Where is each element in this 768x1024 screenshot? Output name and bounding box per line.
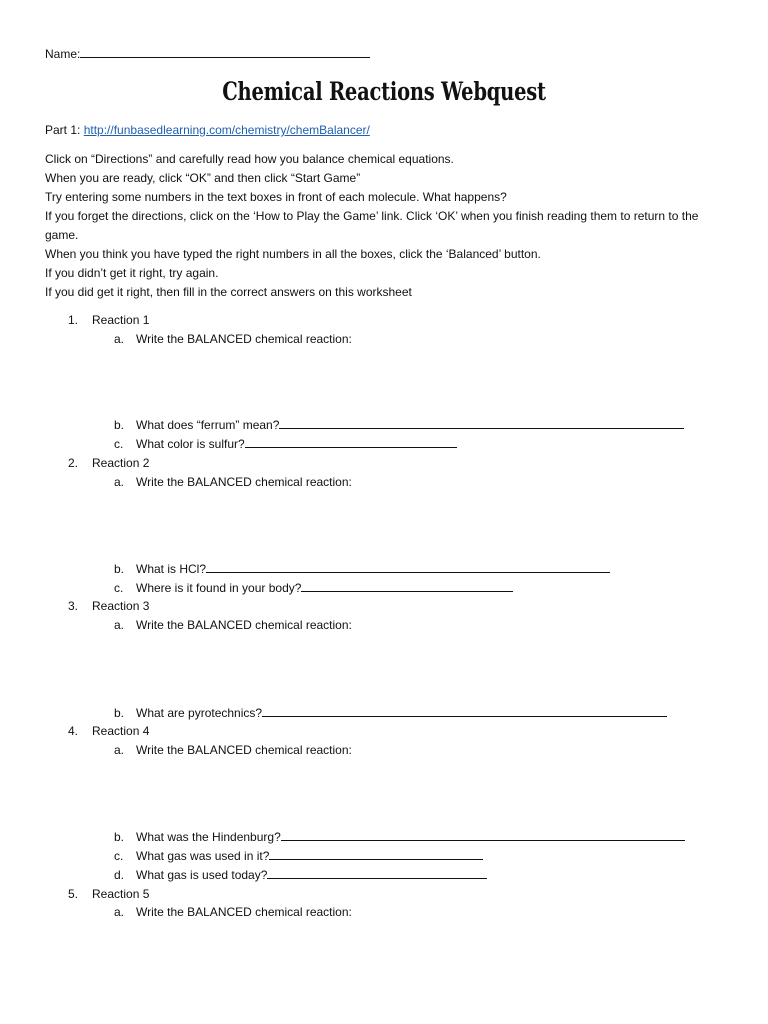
- name-field: [45, 45, 370, 64]
- directions: [45, 150, 725, 302]
- reaction-4-question-b: b. What was the Hindenburg?: [114, 828, 685, 847]
- answer-blank[interactable]: [269, 848, 483, 860]
- reaction-5-heading: 5. Reaction 5: [68, 887, 150, 901]
- answer-blank[interactable]: [301, 580, 513, 592]
- answer-blank[interactable]: [262, 705, 667, 717]
- reaction-1-question-b: b. What does “ferrum” mean?: [114, 416, 684, 435]
- reaction-2-question-b: b. What is HCl?: [114, 560, 610, 579]
- part-1: [45, 121, 370, 140]
- reaction-3-question-a: a. Write the BALANCED chemical reaction:: [114, 618, 352, 632]
- reaction-4-question-a: a. Write the BALANCED chemical reaction:: [114, 743, 352, 757]
- reaction-4-question-c: c. What gas was used in it?: [114, 847, 483, 866]
- direction-line: Click on “Directions” and carefully read how you balance chemical equations.: [45, 152, 454, 166]
- reaction-2-heading: 2. Reaction 2: [68, 456, 150, 470]
- reaction-4-question-d: d. What gas is used today?: [114, 866, 487, 885]
- page-title: Chemical Reactions Webquest: [222, 77, 546, 106]
- direction-line: When you think you have typed the right numbers in all the boxes, click the ‘Balanced’ button.: [45, 247, 541, 261]
- part-link[interactable]: http://funbasedlearning.com/chemistry/chemBalancer/: [83, 123, 370, 137]
- reaction-3-heading: 3. Reaction 3: [68, 599, 150, 613]
- direction-line: Try entering some numbers in the text boxes in front of each molecule. What happens?: [45, 190, 507, 204]
- direction-line: If you didn’t get it right, try again.: [45, 266, 219, 280]
- direction-line: If you did get it right, then fill in the correct answers on this worksheet: [45, 285, 412, 299]
- answer-blank[interactable]: [267, 867, 487, 879]
- part-label: Part 1:: [45, 123, 81, 137]
- reaction-2-question-a: a. Write the BALANCED chemical reaction:: [114, 475, 352, 489]
- direction-line: If you forget the directions, click on the ‘How to Play the Game’ link. Click ‘OK’ when you finish reading them to return to the game.: [45, 209, 699, 242]
- reaction-2-question-c: c. Where is it found in your body?: [114, 579, 513, 598]
- reaction-4-heading: 4. Reaction 4: [68, 724, 150, 738]
- reaction-5-question-a: a. Write the BALANCED chemical reaction:: [114, 905, 352, 919]
- reaction-3-question-b: b. What are pyrotechnics?: [114, 704, 667, 723]
- name-label: Name:: [45, 47, 81, 61]
- answer-blank[interactable]: [245, 436, 457, 448]
- reaction-1-heading: 1. Reaction 1: [68, 313, 150, 327]
- name-blank[interactable]: [80, 46, 370, 58]
- reaction-1-question-c: c. What color is sulfur?: [114, 435, 457, 454]
- answer-blank[interactable]: [206, 561, 610, 573]
- reaction-1-question-a: a. Write the BALANCED chemical reaction:: [114, 332, 352, 346]
- direction-line: When you are ready, click “OK” and then click “Start Game”: [45, 171, 361, 185]
- answer-blank[interactable]: [279, 417, 684, 429]
- answer-blank[interactable]: [281, 829, 685, 841]
